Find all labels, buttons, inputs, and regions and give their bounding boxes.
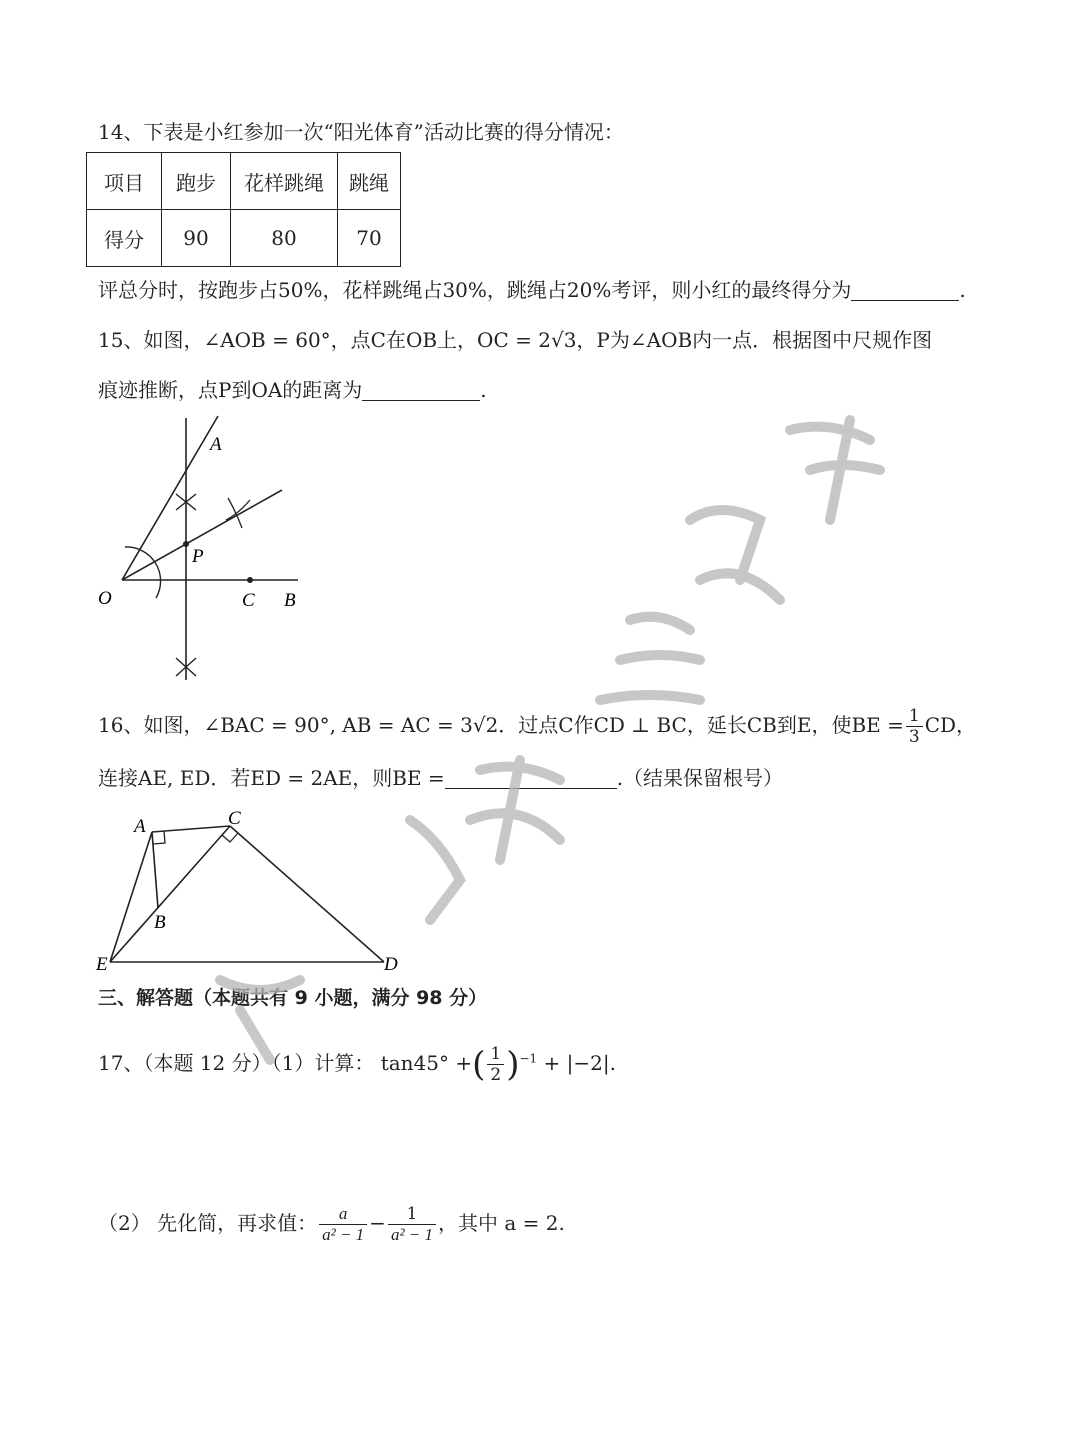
table-cell: 70 xyxy=(338,210,401,267)
label-C: C xyxy=(242,590,255,611)
fraction-num: 1 xyxy=(487,1044,504,1065)
exponent: −1 xyxy=(519,1051,538,1066)
table-cell: 80 xyxy=(231,210,338,267)
q16-line1b: CD， xyxy=(924,713,977,737)
fraction xyxy=(487,1044,504,1085)
fraction-num: a xyxy=(319,1204,367,1225)
answer-blank[interactable] xyxy=(445,768,617,789)
q16-figure xyxy=(90,806,420,978)
table-cell: 90 xyxy=(162,210,231,267)
fraction-num: 1 xyxy=(906,706,923,727)
q17-expr-a: tan45° + xyxy=(380,1051,473,1075)
q16-line2-end: .（结果保留根号） xyxy=(616,766,784,790)
answer-blank[interactable] xyxy=(851,280,959,301)
q16-line1 xyxy=(98,706,976,747)
table-cell: 得分 xyxy=(87,210,162,267)
q16-line1a: 16、如图，∠BAC = 90°, AB = AC = 3√2．过点C作CD ⊥ BC，延长CB到E，使BE = xyxy=(98,713,904,737)
score-table xyxy=(86,152,401,267)
table-cell: 项目 xyxy=(87,153,162,210)
fraction-den: a² − 1 xyxy=(390,1225,434,1244)
table-cell: 跳绳 xyxy=(338,153,401,210)
fraction-den: 3 xyxy=(908,727,920,747)
label-E: E xyxy=(96,954,108,975)
fraction-den: 2 xyxy=(490,1065,502,1085)
q15-end: . xyxy=(480,378,487,402)
answer-blank[interactable] xyxy=(362,380,480,401)
table-row xyxy=(87,153,401,210)
fraction-den: a² − 1 xyxy=(322,1225,365,1244)
fraction xyxy=(388,1204,436,1245)
label-C: C xyxy=(228,808,241,829)
q14-intro: 14、下表是小红参加一次“阳光体育”活动比赛的得分情况： xyxy=(98,120,624,144)
q17-part2 xyxy=(98,1204,565,1245)
label-O: O xyxy=(98,588,112,609)
q15-line2-text: 痕迹推断，点P到OA的距离为 xyxy=(98,378,363,402)
fraction-num: 1 xyxy=(388,1204,436,1225)
label-A: A xyxy=(210,434,222,455)
q17-part2-suffix: ，其中 a = 2. xyxy=(438,1211,565,1235)
q17-part1-prefix: 17、（本题 12 分）（1）计算： xyxy=(98,1051,375,1075)
q17-part1: 17、（本题 12 分）（1）计算： tan45° +( $\frac{1}{2}$ )$^{-1}$ + |−2|. xyxy=(98,1044,616,1085)
fraction xyxy=(319,1204,367,1245)
q17-expr-b: + |−2|. xyxy=(543,1051,616,1075)
minus-sign: − xyxy=(369,1211,386,1235)
table-cell: 跑步 xyxy=(162,153,231,210)
label-B: B xyxy=(284,590,296,611)
q16-line2-text: 连接AE, ED．若ED = 2AE，则BE = xyxy=(98,766,445,790)
q16-line2 xyxy=(98,764,783,792)
q15-figure xyxy=(90,410,320,690)
q15-line2 xyxy=(98,376,487,404)
label-B: B xyxy=(154,912,166,933)
q15-line1: 15、如图，∠AOB = 60°，点C在OB上，OC = 2√3，P为∠AOB内一点．根据图中尺规作图 xyxy=(98,328,933,352)
fraction xyxy=(906,706,923,747)
q14-question xyxy=(98,276,966,304)
section-heading: 三、解答题（本题共有 9 小题，满分 98 分） xyxy=(98,987,488,1009)
label-A: A xyxy=(134,816,146,837)
table-row xyxy=(87,210,401,267)
label-P: P xyxy=(192,546,204,567)
q17-part2-prefix: （2） 先化简，再求值： xyxy=(98,1211,318,1235)
table-cell: 花样跳绳 xyxy=(231,153,338,210)
q14-question-text: 评总分时，按跑步占50%，花样跳绳占30%，跳绳占20%考评，则小红的最终得分为 xyxy=(98,278,852,302)
label-D: D xyxy=(384,954,398,975)
q14-end: . xyxy=(959,278,966,302)
